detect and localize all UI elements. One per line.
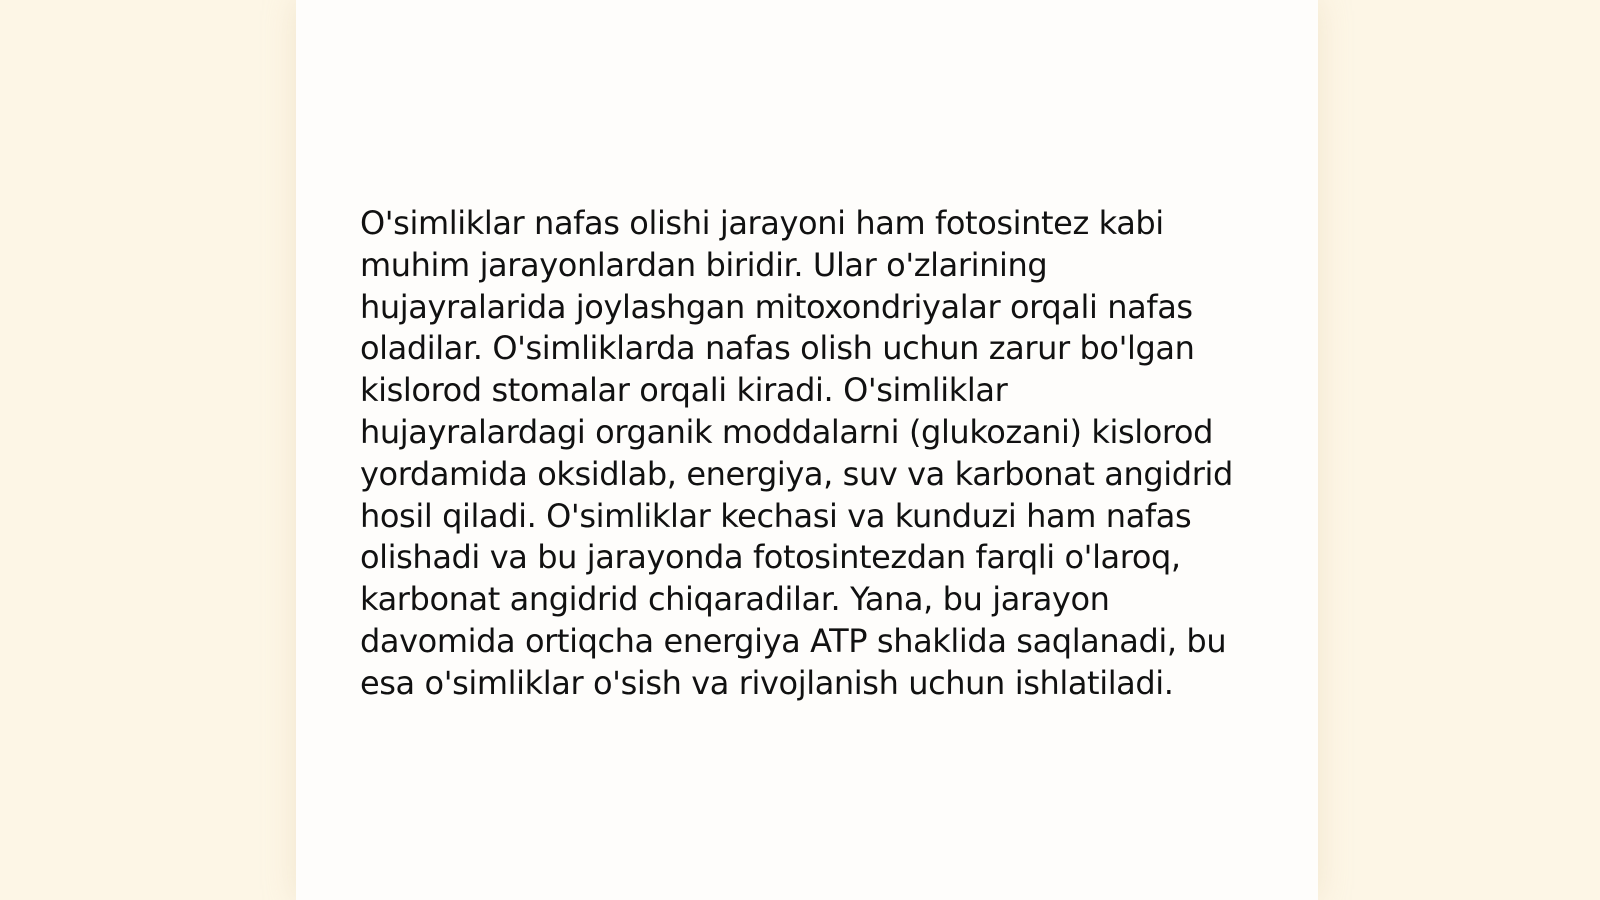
document-page — [296, 0, 1318, 900]
body-paragraph: O'simliklar nafas olishi jarayoni ham fotosintez kabi muhim jarayonlardan biridir. Ular o'zlarining hujayralarida joylashgan mitoxondriyalar orqali nafas oladilar. O'simliklarda nafas olish uchun zarur bo'lgan kislorod stomalar orqali kiradi. O'simliklar hujayralardagi organik moddalarni (glukozani) kislorod yordamida oksidlab, energiya, suv va karbonat angidrid hosil qiladi. O'simliklar kechasi va kunduzi ham nafas olishadi va bu jarayonda fotosintezdan farqli o'laroq, karbonat angidrid chiqaradilar. Yana, bu jarayon davomida ortiqcha energiya ATP shaklida saqlanadi, bu esa o'simliklar o'sish va rivojlanish uchun ishlatiladi. — [360, 204, 1233, 702]
